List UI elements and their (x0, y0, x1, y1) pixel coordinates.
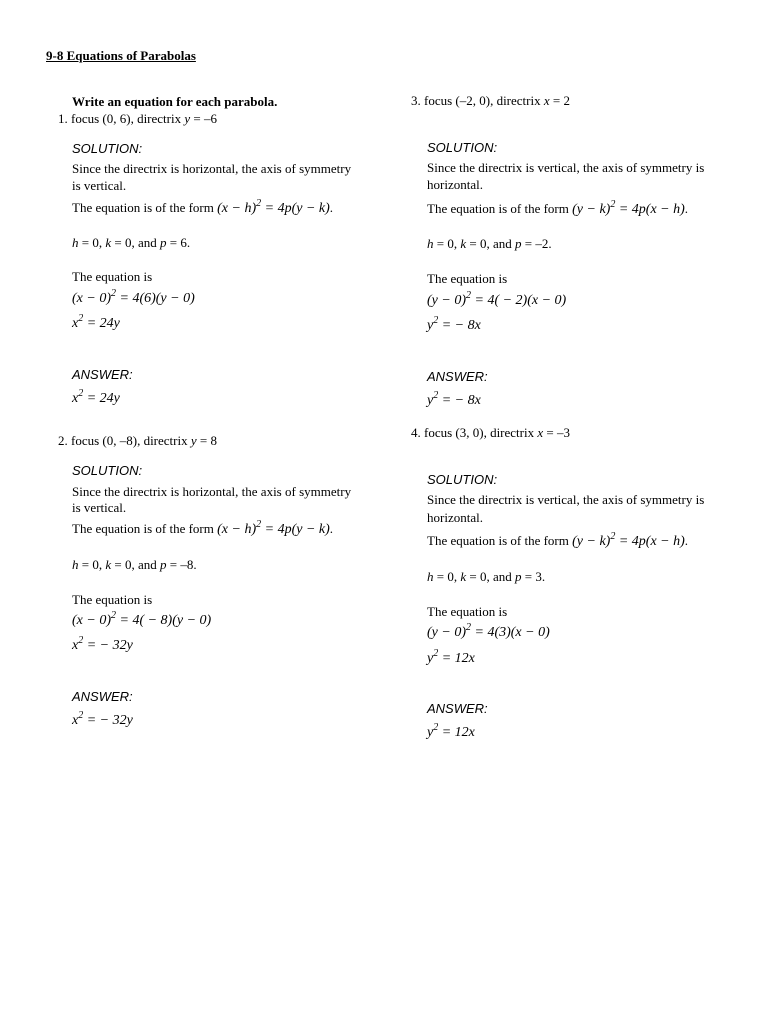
equation-step-2: $y^2$ = − 8x (427, 315, 481, 333)
instructions: Write an equation for each parabola. (72, 94, 278, 109)
parameters-line: h = 0, k = 0, and p = 6. (72, 235, 191, 250)
equation-step-2: $y^2 = 12x$ (427, 648, 475, 666)
equation-intro: The equation is (427, 271, 508, 286)
equation-step-1: $(x - 0)^2 = 4( - 8)(y - 0)$ (72, 610, 212, 628)
problem-header: 1. focus (0, 6), directrix y = –6 (58, 111, 217, 126)
equation-step-1: $(y - 0)^2 = 4(3)(x - 0)$ (427, 622, 550, 640)
problem-header: 4. focus (3, 0), directrix x = –3 (411, 425, 570, 440)
equation-intro: The equation is (72, 269, 153, 284)
form-line: The equation is of the form $(y - k)^2 = 4p(x - h)$. (427, 531, 689, 549)
solution-label: SOLUTION: (72, 141, 143, 156)
equation-step-1: $(x - 0)^2 = 4(6)(y - 0)$ (72, 288, 195, 306)
form-equation: $(x - h)^2 = 4p(y - k)$ (217, 519, 330, 537)
parameters-line: h = 0, k = 0, and p = –2. (427, 236, 552, 251)
answer-label: ANSWER: (72, 689, 133, 704)
answer-equation: $y^2$ = − 8x (427, 390, 481, 408)
form-equation: $(y - k)^2 = 4p(x - h)$ (572, 531, 685, 549)
form-line: The equation is of the form $(x - h)^2 = 4p(y - k)$. (72, 198, 334, 216)
problem-header: 3. focus (–2, 0), directrix x = 2 (411, 93, 570, 108)
equation-intro: The equation is (72, 592, 153, 607)
problem-header: 2. focus (0, –8), directrix y = 8 (58, 433, 217, 448)
solution-label: SOLUTION: (72, 463, 143, 478)
answer-label: ANSWER: (427, 369, 488, 384)
form-equation: $(y - k)^2 = 4p(x - h)$ (572, 199, 685, 217)
explanation-line: Since the directrix is horizontal, the axis of symmetry (72, 484, 352, 499)
answer-equation: $x^2$ = − 32y (72, 710, 133, 728)
equation-step-2: $x^2 = 24y$ (72, 313, 120, 331)
explanation-line: is vertical. (72, 500, 127, 515)
explanation-line: horizontal. (427, 510, 483, 525)
explanation-line: Since the directrix is vertical, the axis of symmetry is (427, 492, 705, 507)
answer-label: ANSWER: (72, 367, 133, 382)
equation-step-1: $(y - 0)^2 = 4( - 2)(x - 0)$ (427, 290, 567, 308)
form-equation: $(x - h)^2 = 4p(y - k)$ (217, 198, 330, 216)
form-line: The equation is of the form $(x - h)^2 = 4p(y - k)$. (72, 519, 334, 537)
answer-equation: $y^2 = 12x$ (427, 722, 475, 740)
form-line: The equation is of the form $(y - k)^2 = 4p(x - h)$. (427, 199, 689, 217)
answer-equation: $x^2 = 24y$ (72, 388, 120, 406)
explanation-line: horizontal. (427, 177, 483, 192)
equation-step-2: $x^2$ = − 32y (72, 635, 133, 653)
solution-label: SOLUTION: (427, 472, 498, 487)
parameters-line: h = 0, k = 0, and p = –8. (72, 557, 197, 572)
explanation-line: is vertical. (72, 178, 127, 193)
explanation-line: Since the directrix is vertical, the axis of symmetry is (427, 160, 705, 175)
equation-intro: The equation is (427, 604, 508, 619)
parameters-line: h = 0, k = 0, and p = 3. (427, 569, 546, 584)
page-title: 9-8 Equations of Parabolas (46, 48, 196, 63)
explanation-line: Since the directrix is horizontal, the axis of symmetry (72, 161, 352, 176)
answer-label: ANSWER: (427, 701, 488, 716)
solution-label: SOLUTION: (427, 140, 498, 155)
